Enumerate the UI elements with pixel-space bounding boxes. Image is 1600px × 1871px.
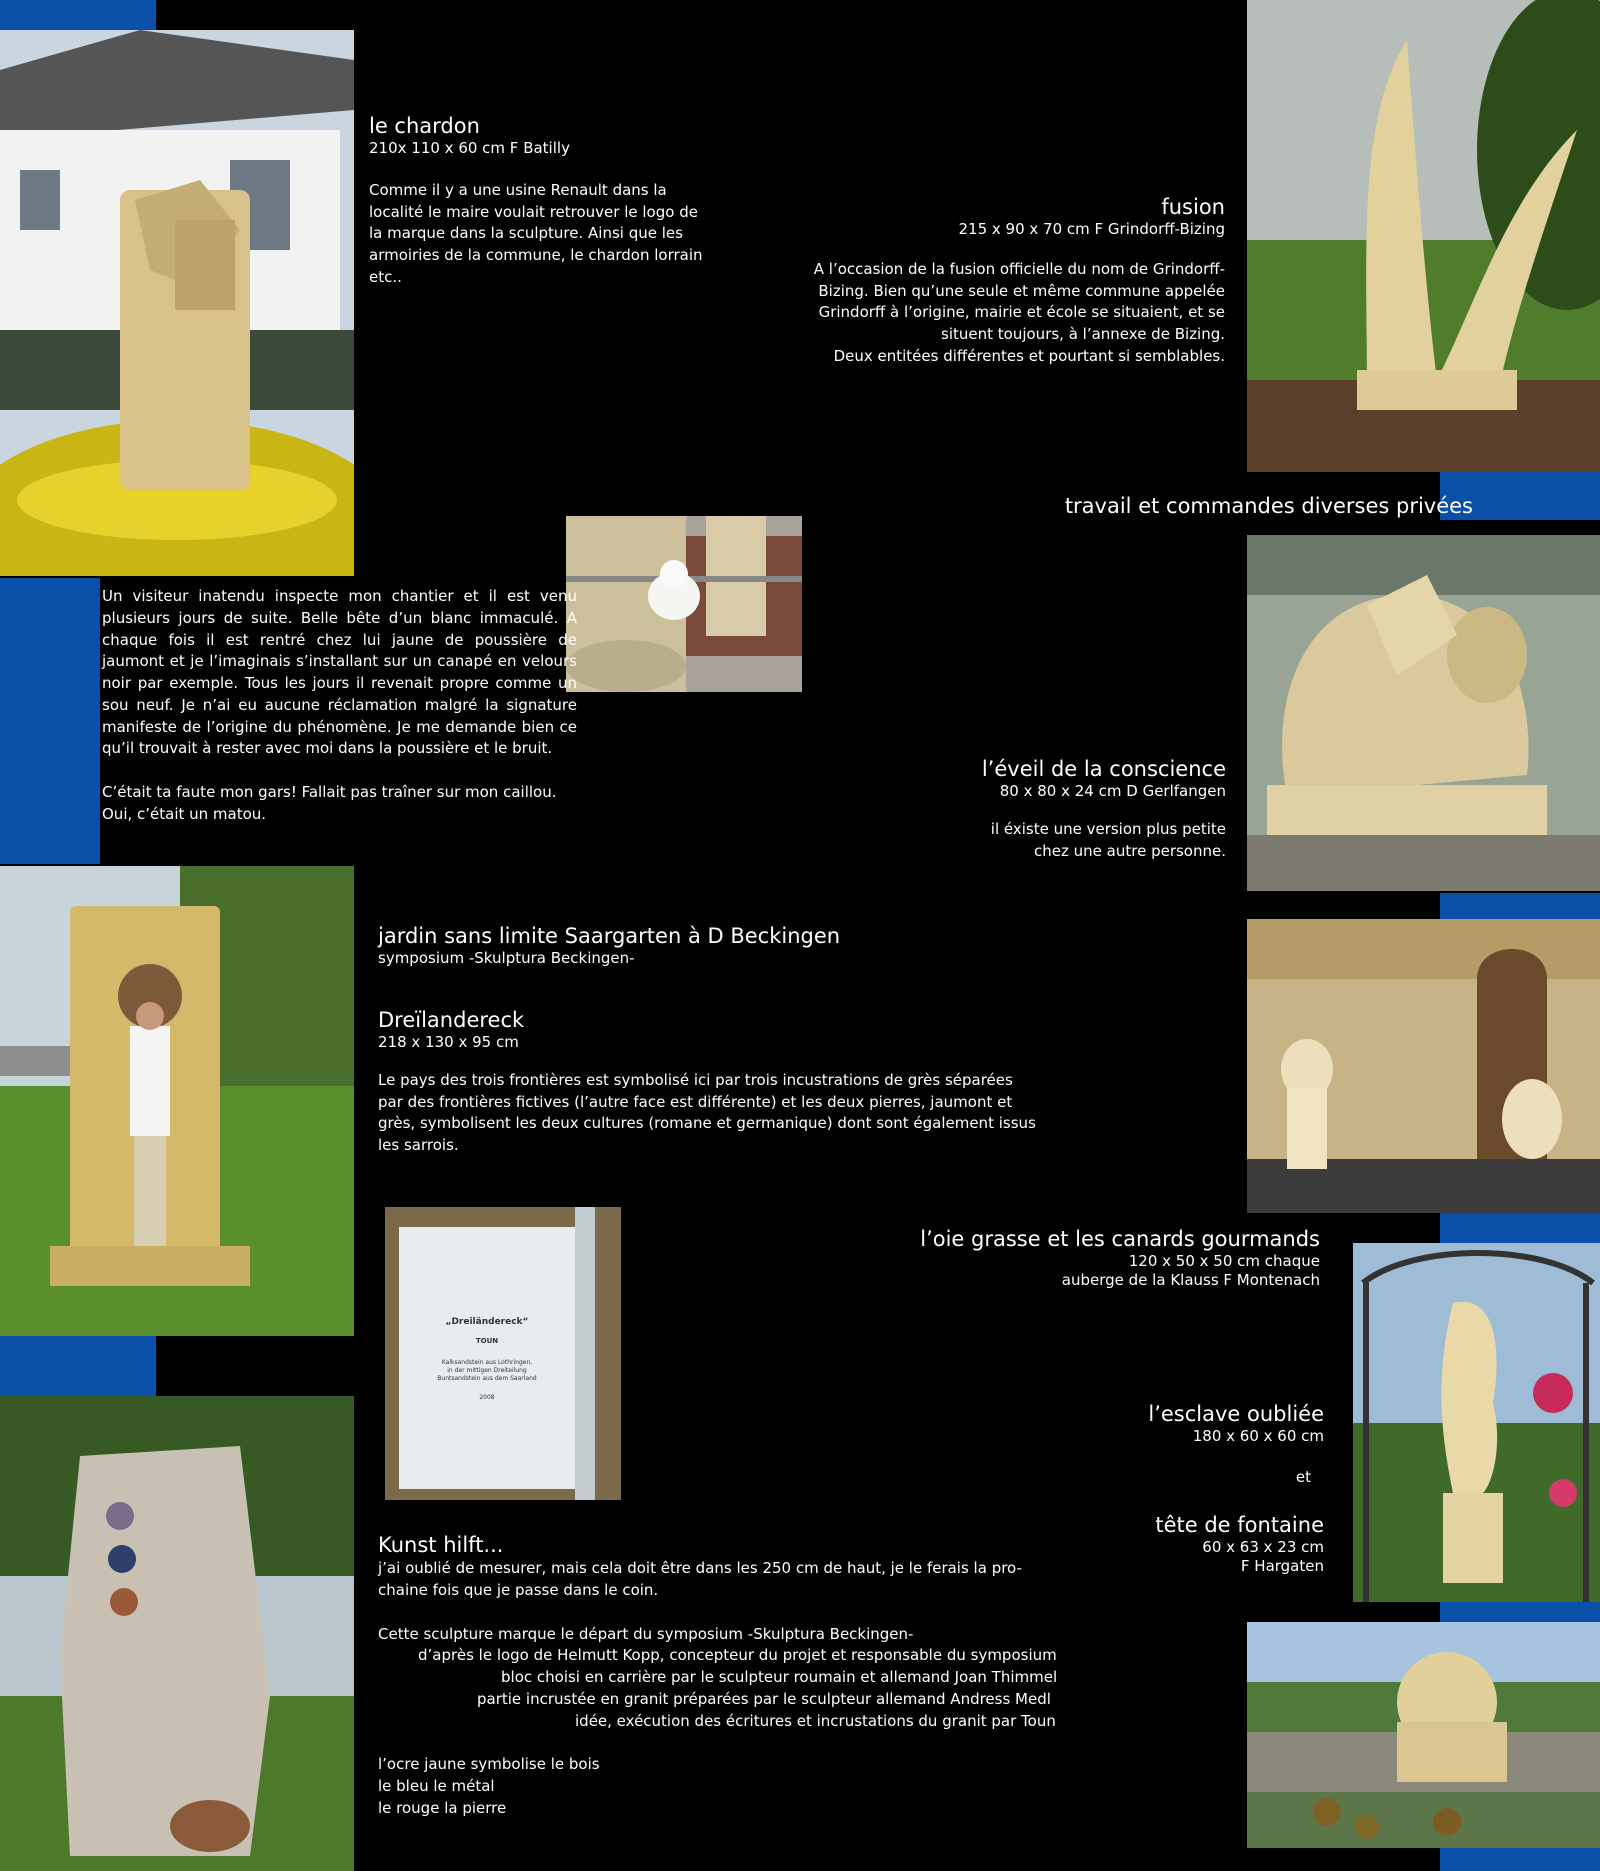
plaque-text: Kalksandstein aus Lothringen, in der mittigen Dreiteilung Buntsandstein aus dem Saarland: [437, 1359, 537, 1382]
dreilandereck-title: Dreïlandereck: [378, 1007, 525, 1032]
eveil-title: l’éveil de la conscience: [981, 757, 1226, 781]
eveil-dimensions: 80 x 80 x 24 cm D Gerlfangen: [999, 782, 1226, 801]
visiteur-conclusion: C’était ta faute mon gars! Fallait pas traîner sur mon caillou. Oui, c’était un matou.: [102, 783, 557, 823]
photo-eveil-conscience: [1247, 535, 1600, 891]
kunst-color-2: le bleu le métal: [378, 1777, 495, 1796]
dreilandereck-description: Le pays des trois frontières est symbolisé ici par trois incustrations de grès séparées par des frontières fictives (l’autre face est différente) et les deux pierres, jaumont et grès, symbolisent les deux cultures (romane et germanique) dont sont également issus les sarrois.: [378, 1070, 1036, 1155]
fusion-title: fusion: [1161, 195, 1225, 219]
photo-kunst-hilft: [0, 1396, 354, 1871]
jardin-subtitle: symposium -Skulptura Beckingen-: [378, 949, 635, 968]
chardon-description: Comme il y a une usine Renault dans la localité le maire voulait retrouver le logo de la marque dans la sculpture. Ainsi que les armoiries de la commune, le chardon lorrain etc..: [369, 180, 703, 286]
photo-cat: [566, 516, 802, 692]
tete-dimensions: 60 x 63 x 23 cm: [1202, 1537, 1324, 1556]
kunst-line-5: idée, exécution des écritures et incrustations du granit par Toun: [575, 1711, 1056, 1730]
plaque-year: 2008: [479, 1394, 495, 1402]
blue-accent-left-mid: [0, 578, 100, 864]
photo-oie-canards: [1247, 919, 1600, 1213]
photo-plaque: [385, 1207, 621, 1500]
kunst-description: j’ai oublié de mesurer, mais cela doit être dans les 250 cm de haut, je le ferais la pro- chaine fois que je passe dans le coin.: [378, 1559, 1022, 1599]
kunst-color-1: l’ocre jaune symbolise le bois: [378, 1755, 600, 1774]
kunst-line-3: bloc choisi en carrière par le sculpteur roumain et allemand Joan Thimmel: [501, 1668, 1058, 1687]
photo-tete-fontaine: [1247, 1622, 1600, 1848]
blue-accent-right-low: [1440, 1602, 1600, 1622]
esclave-et: et: [1295, 1467, 1311, 1486]
blue-accent-top-left: [0, 0, 156, 30]
esclave-dimensions: 180 x 60 x 60 cm: [1192, 1427, 1324, 1446]
photo-dreilandereck: [0, 866, 354, 1336]
tete-title: tête de fontaine: [1155, 1512, 1324, 1537]
dreilandereck-dimensions: 218 x 130 x 95 cm: [378, 1033, 519, 1052]
photo-fusion: [1247, 0, 1600, 472]
esclave-title: l’esclave oubliée: [1148, 1402, 1324, 1426]
kunst-color-3: le rouge la pierre: [378, 1798, 507, 1817]
kunst-line-1: Cette sculpture marque le départ du symposium -Skulptura Beckingen-: [378, 1624, 914, 1643]
tete-place: F Hargaten: [1240, 1556, 1324, 1575]
plaque-artist: TOUN: [475, 1337, 499, 1345]
blue-accent-right-mid2: [1440, 1213, 1600, 1243]
kunst-line-4: partie incrustée en granit préparées par le sculpteur allemand Andress Medl: [477, 1689, 1051, 1708]
plaque-title: „Dreiländereck“: [445, 1317, 529, 1327]
oie-place: auberge de la Klauss F Montenach: [1061, 1270, 1320, 1289]
kunst-line-2: d’après le logo de Helmutt Kopp, concepteur du projet et responsable du symposium: [418, 1646, 1057, 1665]
oie-title: l’oie grasse et les canards gourmands: [920, 1227, 1320, 1251]
fusion-description: A l’occasion de la fusion officielle du nom de Grindorff- Bizing. Bien qu’une seule et même commune appelée Grindorff à l’origine, mairie et école se situaient, et se situent toujours, à l’annexe de Bizing. Deux entitées différentes et pourtant si semblables.: [813, 259, 1225, 365]
travail-heading: travail et commandes diverses privées: [1064, 494, 1473, 518]
visiteur-story: Un visiteur inatendu inspecte mon chantier et il est venu plusieurs jours de suite. Belle bête d’un blanc immaculé. A chaque fois il est rentré chez lui jaune de poussière de jaumont et je l’imaginais s’installant sur un canapé en velours noir par exemple. Tous les jours il revenait propre comme un sou neuf. Je n’ai eu aucune réclamation malgré la signature manifeste de l’origine du phénomène. Je me demande bien ce qu’il trouvait à rester avec moi dans la poussière et le bruit.: [102, 587, 577, 758]
oie-dimensions: 120 x 50 x 50 cm chaque: [1128, 1252, 1320, 1271]
jardin-title: jardin sans limite Saargarten à D Beckingen: [378, 924, 841, 948]
photo-esclave: [1353, 1243, 1600, 1602]
blue-accent-right-bottom: [1440, 1848, 1600, 1871]
chardon-title: le chardon: [369, 114, 480, 138]
eveil-note: il éxiste une version plus petite chez une autre personne.: [990, 819, 1226, 860]
chardon-dimensions: 210x 110 x 60 cm F Batilly: [369, 139, 570, 158]
kunst-title: Kunst hilft...: [378, 1533, 504, 1557]
photo-chardon: [0, 30, 354, 576]
blue-accent-left-low: [0, 1336, 156, 1396]
fusion-dimensions: 215 x 90 x 70 cm F Grindorff-Bizing: [958, 220, 1225, 239]
